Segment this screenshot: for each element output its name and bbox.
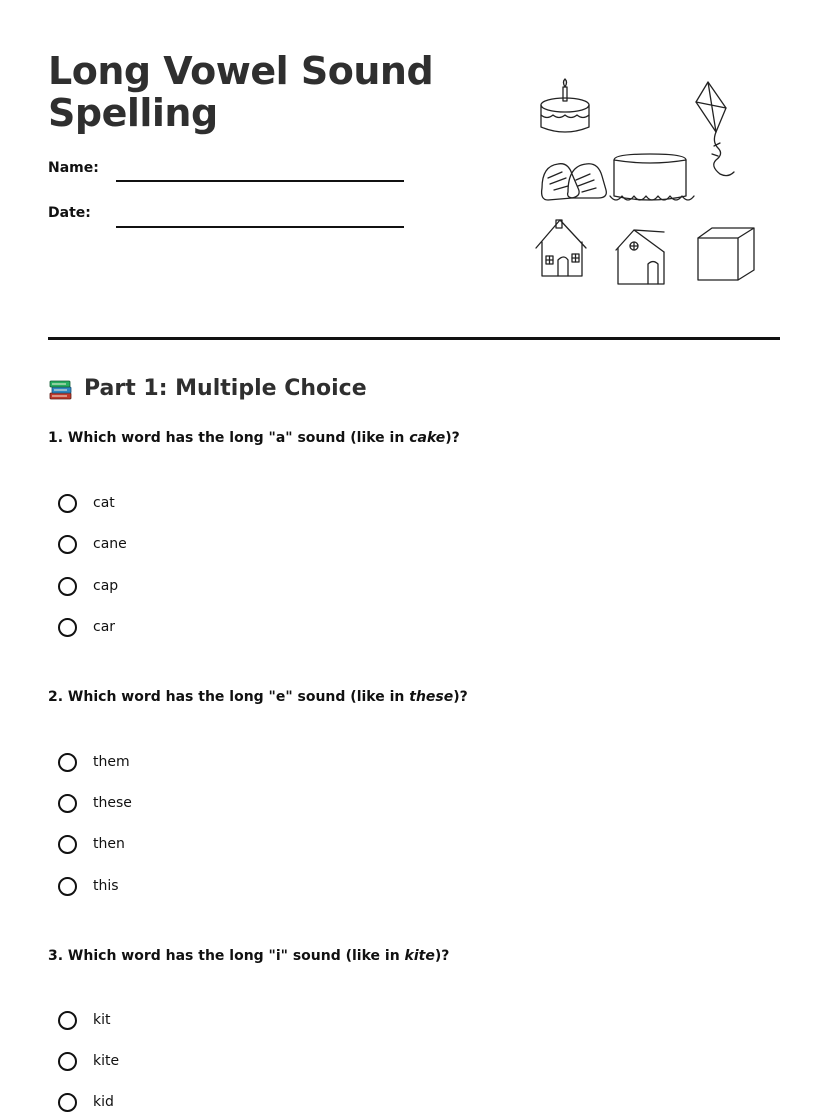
option-label: kid <box>93 1094 114 1110</box>
radio-button[interactable] <box>58 577 77 596</box>
q2-option-2[interactable] <box>58 791 132 815</box>
option-label: then <box>93 836 125 852</box>
radio-button[interactable] <box>58 1093 77 1112</box>
option-label: this <box>93 878 119 894</box>
radio-button[interactable] <box>58 794 77 813</box>
radio-button[interactable] <box>58 1011 77 1030</box>
cube-icon <box>698 228 754 280</box>
option-label: cap <box>93 578 119 594</box>
option-label: cat <box>93 495 115 511</box>
q1-option-3[interactable] <box>58 574 118 598</box>
q2-option-4[interactable] <box>58 874 119 898</box>
big-cake-icon <box>610 154 694 200</box>
question-3-suffix: )? <box>434 948 450 964</box>
radio-button[interactable] <box>58 494 77 513</box>
q3-option-1[interactable] <box>58 1008 111 1032</box>
question-2 <box>48 687 468 707</box>
date-field[interactable] <box>116 226 404 228</box>
radio-button[interactable] <box>58 753 77 772</box>
radio-button[interactable] <box>58 877 77 896</box>
question-2-text: 2. Which word has the long "e" sound (like in <box>48 689 410 705</box>
option-label: cane <box>93 536 127 552</box>
option-label: them <box>93 754 130 770</box>
name-label: Name: <box>48 160 99 176</box>
option-label: these <box>93 795 132 811</box>
question-3 <box>48 946 449 966</box>
name-field[interactable] <box>116 180 404 182</box>
question-3-example: kite <box>404 948 435 964</box>
q1-option-1[interactable] <box>58 491 115 515</box>
question-3-text: 3. Which word has the long "i" sound (like in <box>48 948 405 964</box>
section-title: Part 1: Multiple Choice <box>84 376 367 401</box>
question-2-suffix: )? <box>453 689 468 705</box>
radio-button[interactable] <box>58 618 77 637</box>
radio-button[interactable] <box>58 535 77 554</box>
question-1-suffix: )? <box>445 430 460 446</box>
radio-button[interactable] <box>58 835 77 854</box>
question-1 <box>48 428 460 448</box>
house-icon <box>536 220 586 276</box>
question-2-example: these <box>409 689 454 705</box>
q3-option-2[interactable] <box>58 1049 119 1073</box>
option-label: car <box>93 619 116 635</box>
kite-icon <box>696 82 734 176</box>
illustration-group <box>528 70 768 290</box>
date-label: Date: <box>48 205 91 221</box>
section-heading <box>48 374 367 404</box>
section-divider <box>48 337 780 340</box>
question-1-example: cake <box>409 430 446 446</box>
q2-option-1[interactable] <box>58 750 130 774</box>
q1-option-2[interactable] <box>58 532 127 556</box>
cake-icon <box>541 79 589 132</box>
option-label: kit <box>93 1012 111 1028</box>
q2-option-3[interactable] <box>58 832 125 856</box>
page-title: Long Vowel Sound Spelling <box>48 49 434 135</box>
radio-button[interactable] <box>58 1052 77 1071</box>
books-icon <box>48 376 74 402</box>
small-house-icon <box>616 230 664 284</box>
shoes-icon <box>542 164 607 200</box>
option-label: kite <box>93 1053 120 1069</box>
question-1-text: 1. Which word has the long "a" sound (like in <box>48 430 410 446</box>
q1-option-4[interactable] <box>58 615 115 639</box>
q3-option-3[interactable] <box>58 1090 114 1114</box>
